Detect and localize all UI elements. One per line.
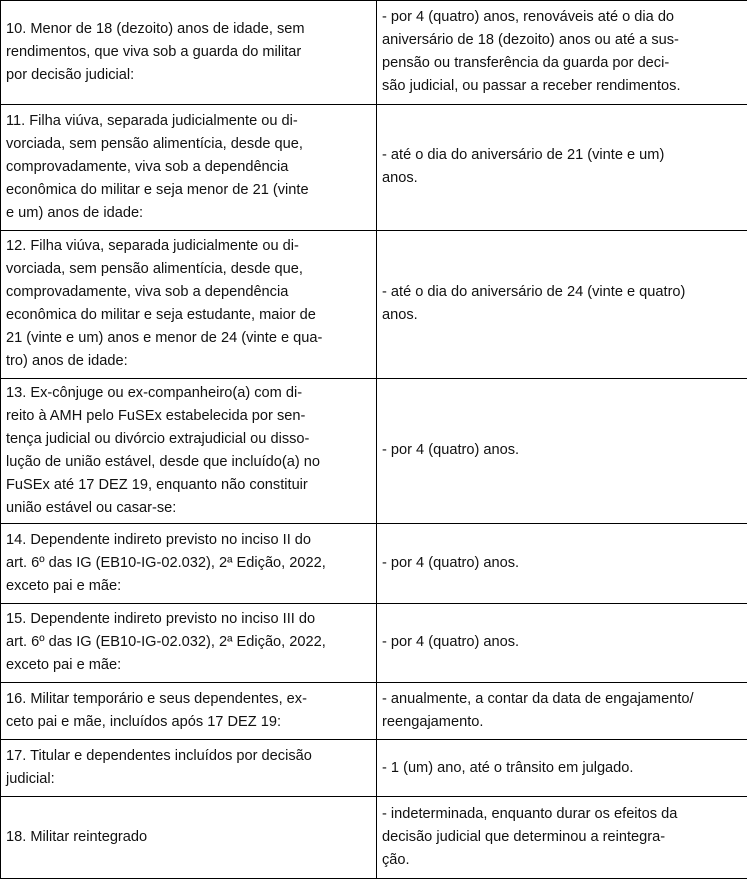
- text-line: 16. Militar temporário e seus dependentes, ex-: [6, 690, 307, 707]
- text-line: - 1 (um) ano, até o trânsito em julgado.: [382, 759, 634, 776]
- text-line: reengajamento.: [382, 713, 484, 730]
- text-line: econômica do militar e seja estudante, maior de: [6, 307, 316, 324]
- row-17-validity: [377, 740, 747, 797]
- text-line: anos.: [382, 307, 418, 324]
- text-line: - por 4 (quatro) anos.: [382, 554, 520, 571]
- table-row-12: [1, 230, 747, 378]
- text-line: - por 4 (quatro) anos.: [382, 442, 520, 459]
- text-line: art. 6º das IG (EB10-IG-02.032), 2ª Edição, 2022,: [6, 634, 326, 651]
- text-line: 11. Filha viúva, separada judicialmente ou di-: [6, 112, 298, 129]
- text-line: e um) anos de idade:: [6, 204, 144, 221]
- text-line: ção.: [382, 852, 410, 869]
- row-18-condition: [1, 797, 377, 879]
- text-line: exceto pai e mãe:: [6, 657, 122, 674]
- table-row-17: [1, 740, 747, 797]
- text-line: anos.: [382, 170, 418, 187]
- row-16-condition: [1, 682, 377, 739]
- text-line: exceto pai e mãe:: [6, 577, 122, 594]
- text-line: - por 4 (quatro) anos, renováveis até o dia do: [382, 9, 675, 26]
- text-line: 18. Militar reintegrado: [6, 829, 148, 846]
- row-18-validity: [377, 797, 747, 879]
- text-line: tro) anos de idade:: [6, 353, 128, 370]
- text-line: 21 (vinte e um) anos e menor de 24 (vinte e qua-: [6, 330, 323, 347]
- table-row-10: [1, 1, 747, 105]
- text-line: judicial:: [6, 771, 55, 788]
- row-15-validity: [377, 604, 747, 683]
- row-12-condition: [1, 230, 377, 378]
- text-line: - por 4 (quatro) anos.: [382, 634, 520, 651]
- row-16-validity: [377, 682, 747, 739]
- text-line: econômica do militar e seja menor de 21 (vinte: [6, 181, 309, 198]
- text-line: lução de união estável, desde que incluído(a) no: [6, 453, 320, 470]
- text-line: 12. Filha viúva, separada judicialmente ou di-: [6, 238, 299, 255]
- text-line: 14. Dependente indireto previsto no inciso II do: [6, 531, 312, 548]
- row-12-validity: [377, 230, 747, 378]
- text-line: - até o dia do aniversário de 24 (vinte e quatro): [382, 284, 686, 301]
- row-10-condition: [1, 1, 377, 105]
- text-line: pensão ou transferência da guarda por deci-: [382, 55, 670, 72]
- text-line: - indeterminada, enquanto durar os efeitos da: [382, 806, 678, 823]
- row-11-condition: [1, 104, 377, 230]
- text-line: - anualmente, a contar da data de engajamento/: [382, 690, 694, 707]
- text-line: tença judicial ou divórcio extrajudicial ou disso-: [6, 430, 310, 447]
- row-10-validity: [377, 1, 747, 105]
- text-line: FuSEx até 17 DEZ 19, enquanto não constituir: [6, 476, 308, 493]
- text-line: são judicial, ou passar a receber rendimentos.: [382, 78, 681, 95]
- text-line: comprovadamente, viva sob a dependência: [6, 158, 289, 175]
- text-line: vorciada, sem pensão alimentícia, desde que,: [6, 261, 303, 278]
- text-line: 10. Menor de 18 (dezoito) anos de idade, sem: [6, 20, 305, 37]
- text-line: comprovadamente, viva sob a dependência: [6, 284, 289, 301]
- text-line: ceto pai e mãe, incluídos após 17 DEZ 19:: [6, 713, 282, 730]
- row-15-condition: [1, 604, 377, 683]
- text-line: reito à AMH pelo FuSEx estabelecida por sen-: [6, 407, 306, 424]
- text-line: aniversário de 18 (dezoito) anos ou até a sus-: [382, 32, 679, 49]
- row-17-condition: [1, 740, 377, 797]
- table-row-15: [1, 604, 747, 683]
- text-line: por decisão judicial:: [6, 66, 135, 83]
- text-line: art. 6º das IG (EB10-IG-02.032), 2ª Edição, 2022,: [6, 554, 326, 571]
- row-14-condition: [1, 523, 377, 604]
- row-13-condition: [1, 378, 377, 523]
- table-row-13: [1, 378, 747, 523]
- table-row-18: [1, 797, 747, 879]
- text-line: vorciada, sem pensão alimentícia, desde que,: [6, 135, 303, 152]
- text-line: 17. Titular e dependentes incluídos por decisão: [6, 748, 312, 765]
- table-row-14: [1, 523, 747, 604]
- text-line: união estável ou casar-se:: [6, 499, 177, 516]
- text-line: rendimentos, que viva sob a guarda do militar: [6, 43, 302, 60]
- row-13-validity: [377, 378, 747, 523]
- text-line: 13. Ex-cônjuge ou ex-companheiro(a) com di-: [6, 384, 303, 401]
- text-line: decisão judicial que determinou a reintegra-: [382, 829, 666, 846]
- text-line: 15. Dependente indireto previsto no inciso III do: [6, 611, 316, 628]
- text-line: - até o dia do aniversário de 21 (vinte e um): [382, 147, 665, 164]
- table-row-11: [1, 104, 747, 230]
- row-11-validity: [377, 104, 747, 230]
- row-14-validity: [377, 523, 747, 604]
- table-row-16: [1, 682, 747, 739]
